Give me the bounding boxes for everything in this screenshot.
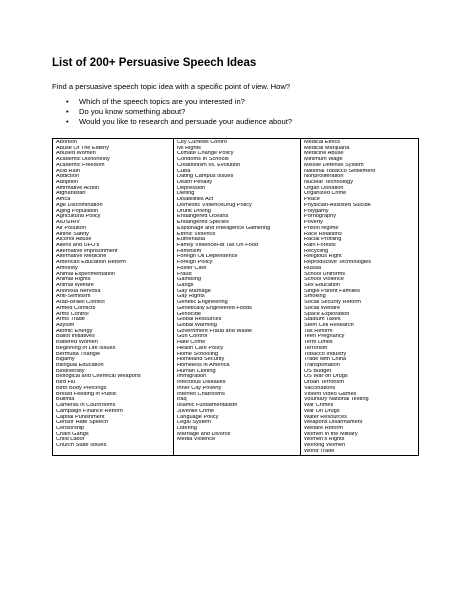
topic-item: Inner City Poverty (177, 385, 222, 391)
topic-item: US War on Drugs (304, 374, 348, 380)
question-item (52, 107, 292, 117)
topics-column-2 (174, 139, 301, 456)
topic-item: Adoption (56, 180, 79, 186)
topic-item: Pornography (304, 214, 337, 220)
topic-item: Physician-Assisted Suicide (304, 202, 371, 208)
topic-item: Islamic Fundamentalism (177, 403, 238, 409)
topic-item: Smoking (304, 294, 326, 300)
topic-item: Home Schooling (177, 351, 219, 357)
topic-item: Peace (304, 197, 320, 203)
question-item (52, 97, 292, 107)
topic-item: Espionage and Intelligence Gathering (177, 225, 271, 231)
topic-item: Arms Trade (56, 317, 85, 323)
topic-item: Race Relations (304, 231, 342, 237)
topic-item: Alternative imprisonment (56, 248, 118, 254)
topic-item: National Tobacco Settlement (304, 168, 376, 174)
topic-item: Gay Marriage (177, 288, 211, 294)
topic-item: Gun Control (177, 334, 208, 340)
topic-item: Violent Video Games (304, 391, 357, 397)
topic-item: Euthenasia (177, 237, 205, 243)
intro-text: Find a persuasive speech topic idea with a specific point of view. How? (52, 82, 291, 91)
topic-item: Asylum (56, 323, 75, 328)
topic-item: Health Care Policy (177, 345, 224, 351)
topic-item: Homeless in America (177, 363, 230, 369)
topic-item: Armed Conflicts (56, 305, 96, 311)
topic-item: Human Cloning (177, 368, 216, 374)
topic-item: Family ViolenceFat Tax On Food (177, 242, 258, 248)
topic-item: American Education Reform (56, 260, 126, 266)
bullet-icon: • (66, 117, 69, 126)
topic-item: Animal Rights (56, 277, 91, 283)
topic-item: Climate Change Policy (177, 151, 234, 157)
topic-item: Teen Pregnancy (304, 334, 345, 340)
topic-item: ivil Rights (177, 145, 201, 151)
topic-item: Homeland Security (177, 357, 225, 363)
topic-item: Child Labor (56, 437, 85, 443)
topic-item: Airline Safety (56, 231, 89, 237)
topic-item: Arab-Israeli Conflict (56, 300, 105, 306)
topic-item: Animal Welfare (56, 282, 94, 288)
topic-item: Anorexia Nervosa (56, 288, 101, 294)
topic-item: Nuclear Technology (304, 180, 354, 186)
topic-item: Dating Campus Issues (177, 174, 234, 180)
question-item (52, 117, 292, 127)
question-text: Would you like to research and persuade your audience about? (79, 117, 293, 126)
topic-item: Ethnic Violence (177, 231, 216, 237)
topic-item: World Trade (304, 448, 335, 454)
topic-item: Stadium Taxes (304, 317, 341, 323)
topic-item: Biological and Chemical Weapons (56, 374, 141, 380)
topic-item: Religious Right (304, 254, 342, 260)
topic-item: Genetically Engineered Foods (177, 305, 252, 311)
topic-item: Gangs (177, 282, 194, 288)
topic-item: Internet Chatrooms (177, 391, 225, 397)
topic-item: Arms Control (56, 311, 89, 317)
topic-item: Agricultural Policy (56, 214, 101, 220)
topic-item: Poverty (304, 220, 323, 226)
topic-item: AIDS/HIV (56, 220, 80, 226)
topic-item: Acid Rain (56, 168, 80, 174)
topics-column-3 (301, 139, 419, 456)
topic-item: Battered Women (56, 340, 98, 346)
topic-item: Medical Ethics (304, 140, 341, 145)
topic-item: Bermuda Triangle (56, 351, 101, 357)
topic-item: Chain Gangs (56, 431, 89, 437)
topic-item: Academic Dishonesty (56, 157, 110, 163)
topic-item: Sex Education (304, 282, 341, 288)
topic-item: Social Security Reform (304, 300, 361, 306)
topic-item: Censorship (56, 425, 85, 431)
topic-item: Capital Punishment (56, 414, 105, 420)
topic-item: Nonproliferation (304, 174, 344, 180)
topic-item: Breast Feeding in Public (56, 391, 117, 397)
topic-item: Age Discrimination (56, 202, 103, 208)
topic-item: Global Warming (177, 323, 217, 328)
topic-item: Medical Marijuana (304, 145, 350, 151)
topic-item: Women in the Military (304, 431, 358, 437)
topic-item: Hate Crime (177, 340, 206, 346)
topic-item: Welfare Reform (304, 425, 344, 431)
topic-item: Bird Flu (56, 380, 76, 386)
topic-item: Bigamy (56, 357, 75, 363)
topic-item: Genetic Engineering (177, 300, 228, 306)
topic-item: Africa (56, 197, 71, 203)
topic-item: Feminism (177, 248, 202, 254)
topic-item: Weapons Disarmament (304, 420, 363, 426)
topic-item: Affirmative Action (56, 185, 100, 191)
topic-item: Iraq (177, 397, 187, 403)
topic-item: Vaccinations (304, 385, 336, 391)
topic-item: Tobacco Industry (304, 351, 347, 357)
topic-item: City Curfews Contro (177, 140, 228, 145)
topic-item: Bilingual Education (56, 363, 104, 369)
topic-item: Prison regime (304, 225, 339, 231)
topic-item: War On Drugs (304, 408, 340, 414)
topic-item: Organ Donation (304, 185, 344, 191)
topic-item: Ballot Initiatives (56, 334, 95, 340)
topic-item: Rain Forests (304, 242, 336, 248)
topics-table (52, 138, 419, 456)
topic-item: Stem Cell Research (304, 323, 354, 328)
topics-column-1 (53, 139, 174, 456)
topic-item: Birth Body Piercings (56, 385, 107, 391)
topic-item: Aliens and UFO's (56, 242, 100, 248)
topic-item: School Violence (304, 277, 345, 283)
topic-item: Beginning of Life Issues (56, 345, 116, 351)
topic-item: Infectious Diseases (177, 380, 226, 386)
topic-item: Voluntary National Testing (304, 397, 369, 403)
topic-item: Term Limits (304, 340, 333, 346)
topic-item: Drunk Driving (177, 208, 211, 214)
topic-item: Creationism vs. Evolution (177, 162, 241, 168)
topic-item: Afghanistan (56, 191, 86, 197)
topic-item: Urban Terrorism (304, 380, 344, 386)
topic-item: Censor Hate Speech (56, 420, 108, 426)
topic-item: Water Resources (304, 414, 348, 420)
topic-item: Amnesty (56, 265, 78, 271)
topic-item: Immigration (177, 374, 207, 380)
topic-item: Social Welfare (304, 305, 340, 311)
topic-item: Single Parent Families (304, 288, 360, 294)
topic-item: Women's Rights (304, 437, 345, 443)
topic-item: Biodiversity (56, 368, 85, 374)
topic-item: Fraud (177, 271, 192, 277)
topic-item: Genocide (177, 311, 201, 317)
topic-item: Foster Care (177, 265, 207, 271)
topics-row (53, 139, 419, 456)
topic-item: Abused Women (56, 151, 96, 157)
topic-item: Missile Defense System (304, 162, 364, 168)
topic-item: Cameras in Courtrooms (56, 403, 116, 409)
question-list (52, 97, 292, 127)
topic-item: Littering (177, 425, 197, 431)
topic-item: Campaign Finance Reform (56, 408, 123, 414)
topic-item: Juvenile Crime (177, 408, 214, 414)
topic-item: School Uniforms (304, 271, 346, 277)
topic-item: Terrorism (304, 345, 328, 351)
topic-item: Global Resources (177, 317, 222, 323)
topic-item: Legal System (177, 420, 211, 426)
topic-item: Government Fraud and Waste (177, 328, 253, 334)
topic-item: Death Penalty (177, 180, 213, 186)
topic-item: Endangered Oceans (177, 214, 229, 220)
topic-item: Reproductive Technologies (304, 260, 372, 266)
topic-item: Air Pollution (56, 225, 86, 231)
topic-item: Abortion (56, 140, 77, 145)
topic-item: Depression (177, 185, 206, 191)
topic-item: Working Women (304, 443, 346, 449)
topic-item: Condoms In Schools (177, 157, 229, 163)
topic-item: Space Exploration (304, 311, 350, 317)
topic-item: Gay Rights (177, 294, 205, 300)
topic-item: Church State Issues (56, 443, 107, 449)
topic-item: Aging Population (56, 208, 99, 214)
topic-item: Foreign Oil Dependence (177, 254, 238, 260)
question-text: Which of the speech topics are you interested in? (79, 97, 245, 106)
topic-item: Domestic ViolenceDrug Policy (177, 202, 252, 208)
topic-item: Polygamy (304, 208, 329, 214)
question-text: Do you know something about? (79, 107, 186, 116)
bullet-icon: • (66, 107, 69, 116)
topic-item: Foreign Policy (177, 260, 213, 266)
topic-item: Abuse Of The Elderly (56, 145, 110, 151)
topic-item: Anti-Semitism (56, 294, 91, 300)
topic-item: Minimum Wage (304, 157, 343, 163)
topic-item: Recycling (304, 248, 329, 254)
topic-item: Medicine Abuse (304, 151, 344, 157)
topic-item: Academic Freedom (56, 162, 105, 168)
topic-item: Endangered Species (177, 220, 229, 226)
topic-item: Alcohol Abuse (56, 237, 92, 243)
topic-item: Tax Reform (304, 328, 333, 334)
topic-item: Disabilities Act (177, 197, 214, 203)
page-title: List of 200+ Persuasive Speech Ideas (52, 57, 257, 69)
topic-item: US Budget (304, 368, 332, 374)
topic-item: Cuba (177, 168, 191, 174)
topic-item: Media Violence (177, 437, 216, 443)
topic-item: Bulimia (56, 397, 75, 403)
topic-item: Organized Crime (304, 191, 347, 197)
topic-item: Dieting (177, 191, 195, 197)
topic-item: Marriage and Divorce (177, 431, 231, 437)
topic-item: Alternative Medicine (56, 254, 107, 260)
topic-item: Racial Profiling (304, 237, 342, 243)
topic-item: Language Policy (177, 414, 219, 420)
bullet-icon: • (66, 97, 69, 106)
topic-item: Addiction (56, 174, 80, 180)
topic-item: War Crimes (304, 403, 334, 409)
topic-item: Gambling (177, 277, 201, 283)
topic-item: Atomic Energy (56, 328, 93, 334)
topic-item: Trade with China (304, 357, 347, 363)
topic-item: Russia (304, 265, 322, 271)
topic-item: Animal Experimentation (56, 271, 116, 277)
topic-item: Transportation (304, 363, 340, 369)
